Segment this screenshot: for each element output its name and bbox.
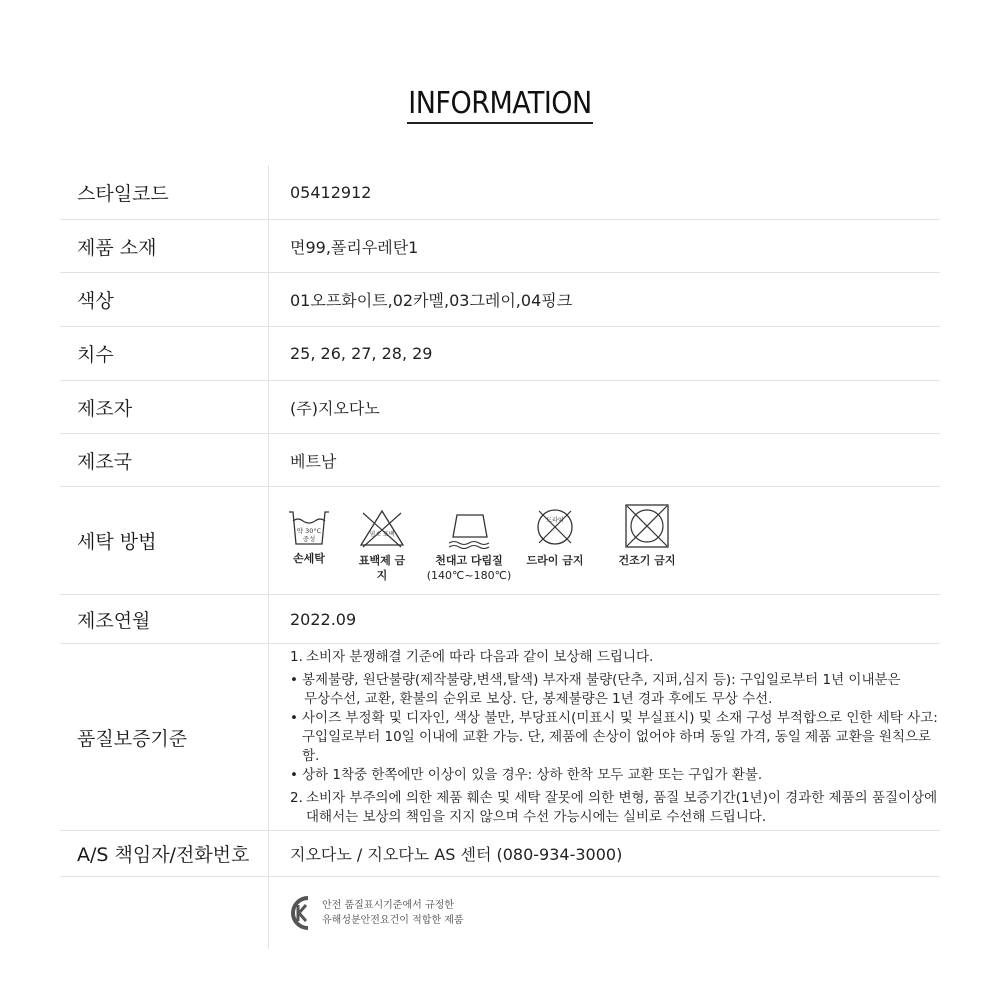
quality-bullet-3: • 상하 1착중 한쪽에만 이상이 있을 경우: 상하 한착 모두 교환 또는 구입가 환불. bbox=[290, 766, 763, 783]
row-material bbox=[60, 220, 940, 273]
item-text: 소비자 분쟁해결 기준에 따라 다음과 같이 보상해 드립니다. bbox=[306, 648, 654, 665]
care-label-temp: (140℃~180℃) bbox=[426, 569, 512, 582]
row-value: 면99,폴리우레탄1 bbox=[268, 220, 940, 272]
row-label: 세탁 방법 bbox=[77, 531, 157, 553]
row-label: 제품 소재 bbox=[77, 236, 157, 259]
care-label: 손세탁 bbox=[293, 552, 325, 565]
hand-wash-neutral: 중성 bbox=[302, 535, 316, 543]
info-table bbox=[60, 165, 940, 949]
row-value: 베트남 bbox=[268, 434, 940, 486]
row-value: 25, 26, 27, 28, 29 bbox=[268, 327, 940, 380]
row-label: 치수 bbox=[77, 344, 114, 366]
row-value: 01오프화이트,02카멜,03그레이,04핑크 bbox=[268, 273, 940, 326]
bullet-line: 봉제불량, 원단불량(제작불량,변색,탈색) 부자재 불량(단추, 지퍼,심지 등): 구입일로부터 1년 이내분은 bbox=[302, 671, 901, 688]
kc-certification bbox=[290, 896, 464, 930]
care-label: 드라이 금지 bbox=[526, 554, 584, 567]
care-no-dry-clean bbox=[523, 505, 587, 568]
row-value: 2022.09 bbox=[268, 595, 940, 643]
care-symbols bbox=[268, 487, 940, 594]
quality-bullet-1: • 봉제불량, 원단불량(제작불량,변색,탈색) 부자재 불량(단추, 지퍼,심지 등): 구입일로부터 1년 이내분은 무상수선, 교환, 환불의 순위로 보상. 단, 봉제불량은 1년 경과 후에도 무상 수선. bbox=[290, 671, 901, 707]
item-text: 소비자 부주의에 의한 제품 훼손 및 세탁 잘못에 의한 변형, 품질 보증기간(1년)이 경과한 제품의 품질이상에 bbox=[306, 789, 938, 806]
hand-wash-icon bbox=[287, 509, 331, 547]
quality-list bbox=[290, 648, 940, 827]
care-no-dryer bbox=[609, 503, 685, 568]
care-iron bbox=[427, 509, 511, 583]
no-dryer-icon bbox=[624, 503, 670, 549]
row-value: 지오다노 / 지오다노 AS 센터 (080-934-3000) bbox=[268, 831, 940, 876]
item-text: 대해서는 보상의 책임을 지지 않으며 수선 가능시에는 실비로 수선해 드립니다. bbox=[306, 808, 767, 825]
kc-text-line: 유해성분안전요건이 적합한 제품 bbox=[322, 915, 464, 926]
row-label: 제조자 bbox=[77, 397, 133, 420]
row-country bbox=[60, 434, 940, 487]
row-date bbox=[60, 595, 940, 644]
care-label: 천대고 다림질 bbox=[435, 554, 503, 567]
no-bleach-icon bbox=[357, 507, 407, 549]
quality-item-1 bbox=[290, 648, 940, 667]
row-value: 05412912 bbox=[268, 165, 940, 219]
row-label: 품질보증기준 bbox=[77, 727, 188, 750]
no-bleach-text: 염소 표백 bbox=[369, 531, 395, 538]
care-hand-wash bbox=[287, 509, 331, 566]
iron-icon bbox=[439, 509, 499, 549]
row-quality bbox=[60, 644, 940, 831]
row-label: 제조국 bbox=[77, 450, 133, 473]
care-no-bleach bbox=[357, 507, 407, 583]
row-kc bbox=[60, 877, 940, 949]
kc-logo-icon bbox=[290, 896, 316, 930]
no-dry-clean-icon bbox=[533, 505, 577, 549]
no-dry-clean-text: 드라이 bbox=[546, 517, 564, 524]
row-label: 색상 bbox=[77, 290, 114, 312]
row-as bbox=[60, 831, 940, 877]
row-value: (주)지오다노 bbox=[268, 381, 940, 433]
item-number: 1. bbox=[290, 648, 303, 665]
row-label-empty bbox=[60, 877, 268, 949]
quality-content bbox=[268, 644, 940, 830]
row-wash bbox=[60, 487, 940, 595]
care-label: 표백제 금지 bbox=[358, 554, 406, 582]
row-label: A/S 책임자/전화번호 bbox=[77, 844, 250, 866]
kc-text-line: 안전 품질표시기준에서 규정한 bbox=[322, 900, 454, 911]
page-title-wrap bbox=[0, 86, 1000, 124]
row-label: 스타일코드 bbox=[77, 182, 169, 205]
care-label: 건조기 금지 bbox=[618, 554, 676, 567]
bullet-line: 무상수선, 교환, 환불의 순위로 보상. 단, 봉제불량은 1년 경과 후에도 무상 수선. bbox=[304, 690, 773, 707]
row-label: 제조연월 bbox=[77, 609, 151, 632]
bullet-line: 구입일로부터 10일 이내에 교환 가능. 단, 제품에 손상이 없어야 하며 동일 가격, 동일 제품 교환을 원칙으로 함. bbox=[302, 728, 932, 764]
quality-item-2 bbox=[290, 789, 940, 827]
row-style-code bbox=[60, 165, 940, 220]
row-maker bbox=[60, 381, 940, 434]
row-color bbox=[60, 273, 940, 327]
bullet-line: 사이즈 부정확 및 디자인, 색상 불만, 부당표시(미표시 및 부실표시) 및 소재 구성 부적합으로 인한 세탁 사고: bbox=[302, 709, 938, 726]
page-title: INFORMATION bbox=[407, 86, 592, 124]
quality-bullet-2: • 사이즈 부정확 및 디자인, 색상 불만, 부당표시(미표시 및 부실표시) 및 소재 구성 부적합으로 인한 세탁 사고: 구입일로부터 10일 이내에 교환 가능. 단, 제품에 손상이 없어야 하며 동일 가격, 동일 제품 교환을 원칙으로 함. bbox=[290, 709, 940, 766]
kc-mark bbox=[268, 877, 940, 949]
bullet-line: 상하 1착중 한쪽에만 이상이 있을 경우: 상하 한착 모두 교환 또는 구입가 환불. bbox=[302, 766, 763, 783]
hand-wash-temp: 약 30°C bbox=[296, 527, 322, 535]
row-size bbox=[60, 327, 940, 381]
item-number: 2. bbox=[290, 789, 303, 806]
